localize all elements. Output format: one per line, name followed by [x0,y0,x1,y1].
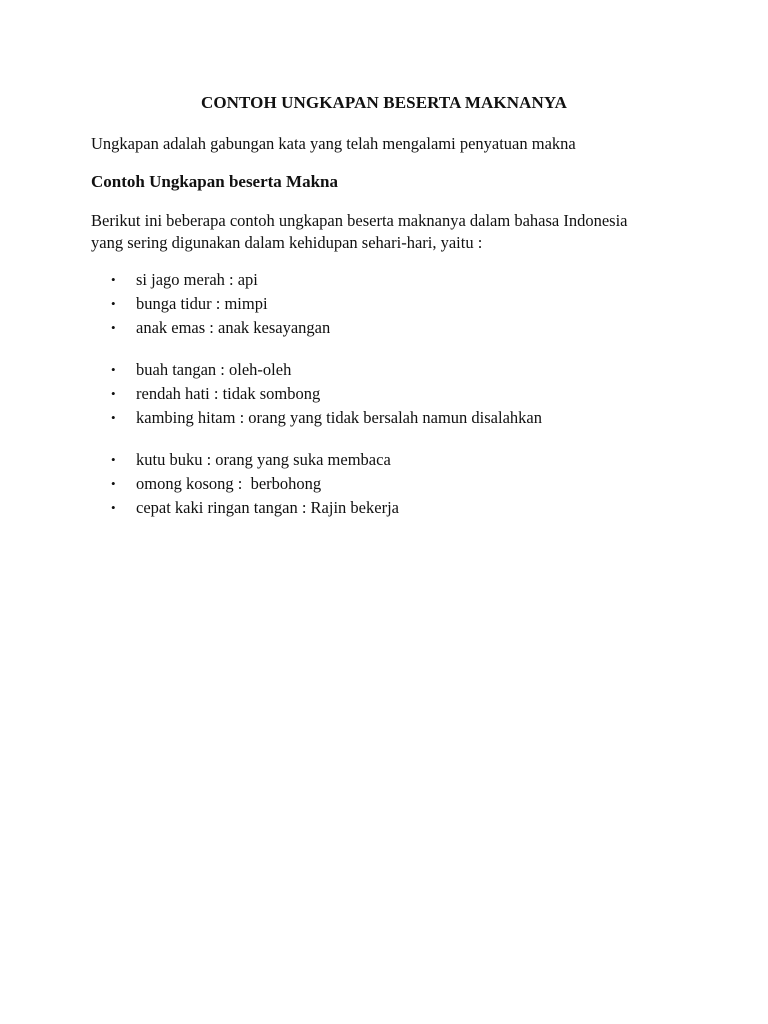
list-item-text: kambing hitam : orang yang tidak bersalah namun disalahkan [136,408,542,427]
section-heading: Contoh Ungkapan beserta Makna [91,172,339,191]
list-item-text: cepat kaki ringan tangan : Rajin bekerja [136,498,399,517]
list-item [91,316,330,340]
list-item-text: rendah hati : tidak sombong [136,384,321,403]
list-item [91,496,399,520]
bullet-list-3 [91,448,399,520]
list-item [91,358,542,382]
bullet-icon: • [111,362,116,377]
list-item-text: kutu buku : orang yang suka membaca [136,450,391,469]
list-item-text: bunga tidur : mimpi [136,294,268,313]
list-item [91,448,399,472]
intro-paragraph [91,210,691,254]
bullet-icon: • [111,452,116,467]
list-item-text: omong kosong : berbohong [136,474,322,493]
bullet-list-1 [91,268,330,340]
bullet-icon: • [111,476,116,491]
paragraph-line-1: Berikut ini beberapa contoh ungkapan beserta maknanya dalam bahasa Indonesia [91,211,628,230]
list-item [91,268,330,292]
list-item-text: buah tangan : oleh-oleh [136,360,292,379]
list-item [91,472,399,496]
paragraph-line-2: yang sering digunakan dalam kehidupan sehari-hari, yaitu : [91,233,483,252]
bullet-icon: • [111,272,116,287]
bullet-icon: • [111,386,116,401]
bullet-icon: • [111,410,116,425]
list-item-text: anak emas : anak kesayangan [136,318,331,337]
bullet-list-2 [91,358,542,430]
intro-text: Ungkapan adalah gabungan kata yang telah mengalami penyatuan makna [91,134,576,153]
bullet-icon: • [111,296,116,311]
page-title: CONTOH UNGKAPAN BESERTA MAKNANYA [200,93,568,112]
bullet-icon: • [111,320,116,335]
list-item [91,382,542,406]
list-item [91,406,542,430]
list-item [91,292,330,316]
list-item-text: si jago merah : api [136,270,258,289]
bullet-icon: • [111,500,116,515]
